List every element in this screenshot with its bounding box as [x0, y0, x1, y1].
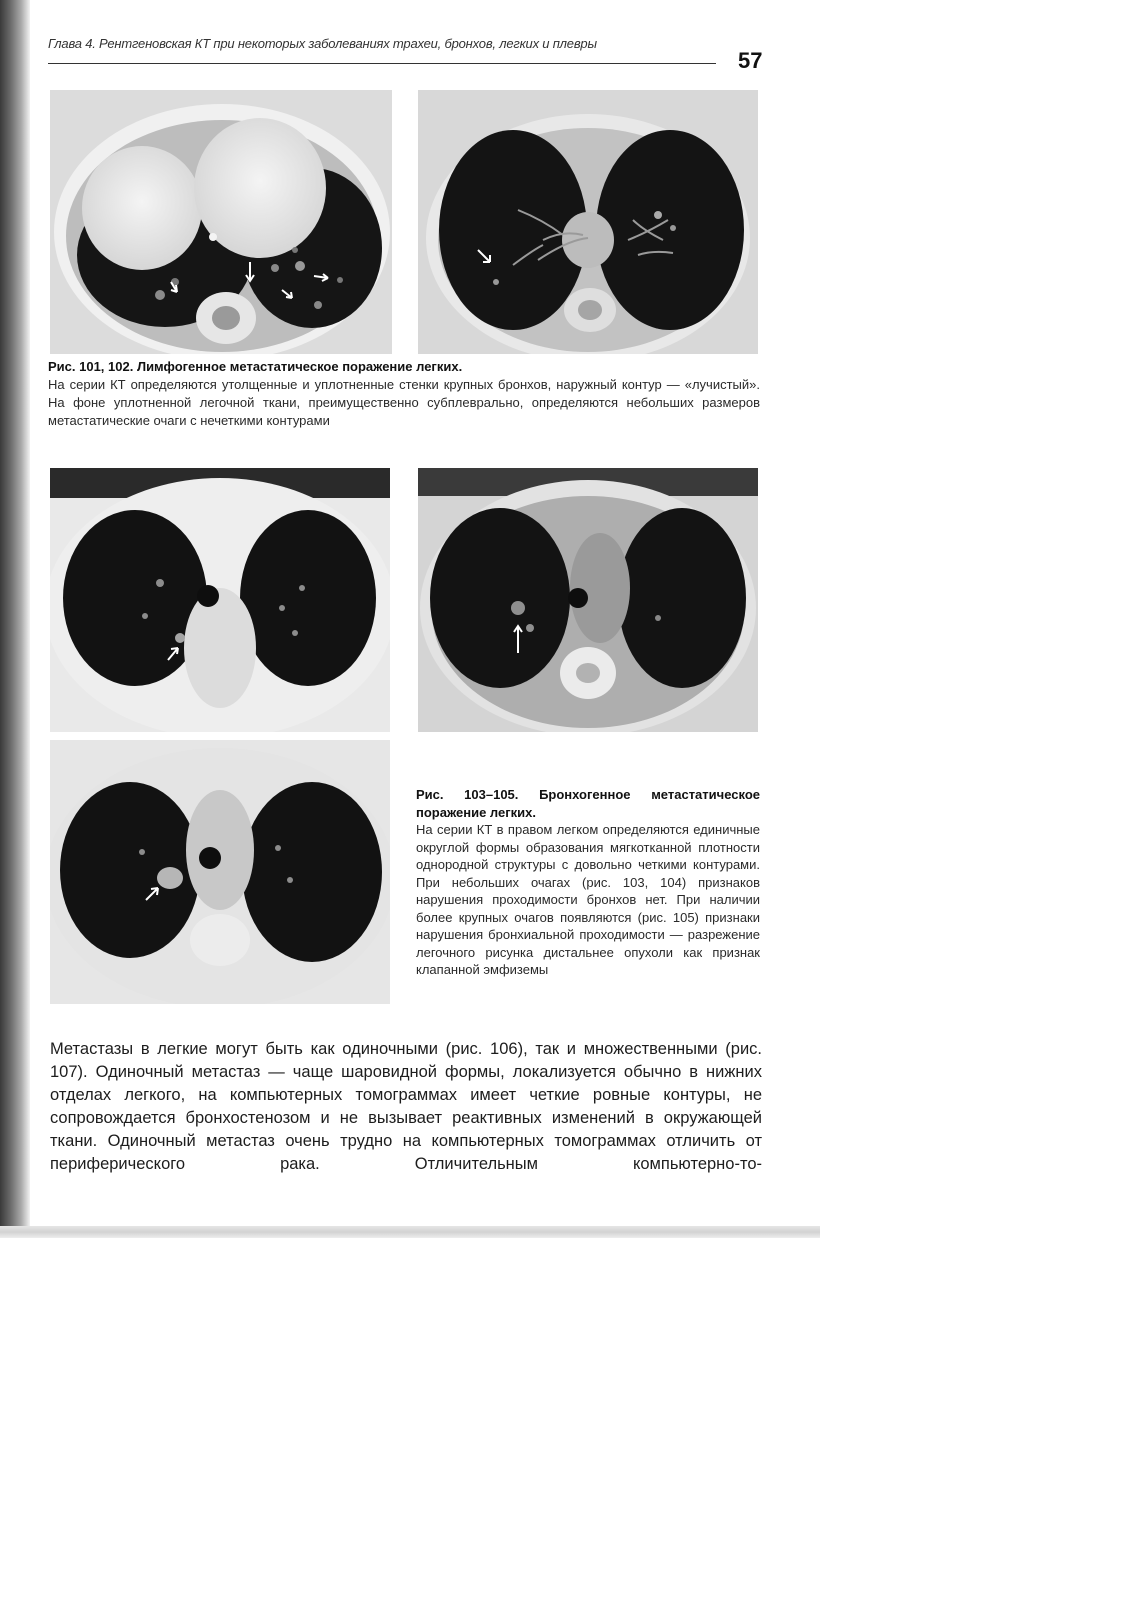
ct-image-fig-101: [50, 90, 392, 354]
caption-title: Рис. 103–105. Бронхогенное метастатическое поражение легких.: [416, 787, 760, 820]
page-number: 57: [738, 48, 763, 73]
figure-caption-103-105: [416, 786, 760, 979]
ct-image-fig-104: [418, 468, 758, 732]
ct-image-fig-102: [418, 90, 758, 354]
caption-text: На серии КТ в правом легком определяются единичные округлой формы образования мягкотканной плотности однородной структуры с довольно четкими контурами. При небольших очагах (рис. 103, 104) признаков нарушения проходимости бронхов нет. При наличии более крупных очагов появляются (рис. 105) признаки нарушения бронхиальной проходимости — разрежение легочного рисунка дистальнее опухоли как признак клапанной эмфиземы: [416, 822, 760, 977]
header-rule: [48, 63, 716, 64]
ct-image-fig-103: [50, 468, 390, 732]
figure-caption-101-102: [48, 358, 760, 430]
scan-bottom-edge: [0, 1226, 820, 1238]
ct-image-fig-105: [50, 740, 390, 1004]
running-head: Глава 4. Рентгеновская КТ при некоторых заболеваниях трахеи, бронхов, легких и плевры: [48, 36, 597, 51]
caption-title: Рис. 101, 102. Лимфогенное метастатическое поражение легких.: [48, 359, 463, 374]
body-paragraph: Метастазы в легкие могут быть как одиночными (рис. 106), так и множественными (рис. 107). Одиночный метастаз — чаще шаровидной формы, локализуется обычно в нижних отделах легкого, на компьютерных томограммах имеет четкие ровные контуры, не сопровождается бронхостенозом и не вызывает реактивных изменений в окружающей ткани. Одиночный метастаз очень трудно на компьютерных томограммах отличить от периферического рака. Отличительным компьютерно-то-: [50, 1040, 762, 1173]
caption-text: На серии КТ определяются утолщенные и уплотненные стенки крупных бронхов, наружный контур — «лучистый». На фоне уплотненной легочной ткани, преимущественно субплеврально, определяются небольших размеров метастатические очаги с нечеткими контурами: [48, 377, 760, 428]
scan-binding-shadow: [0, 0, 30, 1238]
